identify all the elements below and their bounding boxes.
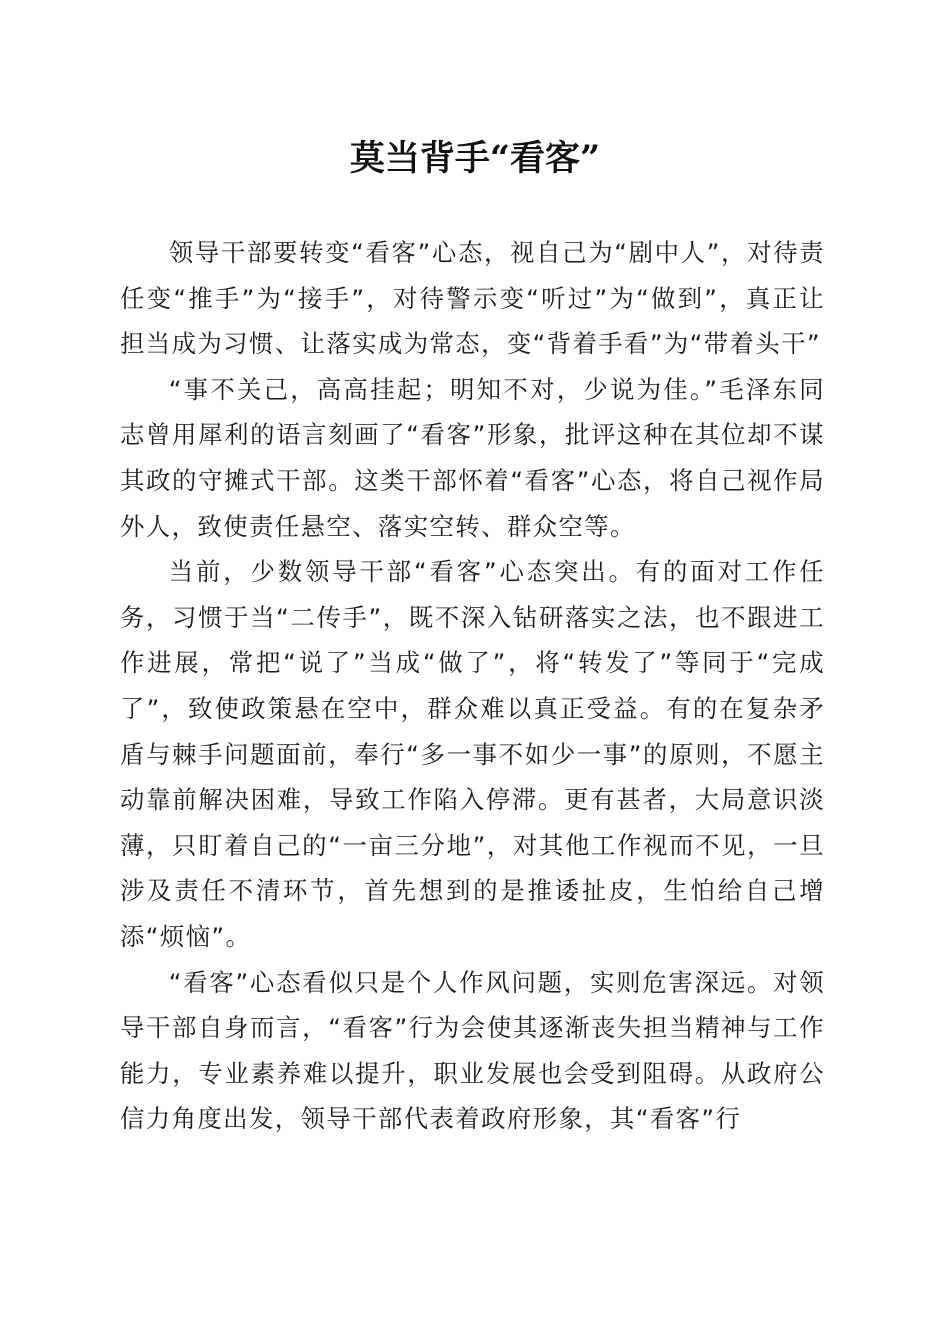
paragraph-3: 当前，少数领导干部“看客”心态突出。有的面对工作任务，习惯于当“二传手”，既不深入钻研落实之法，也不跟进工作进展，常把“说了”当成“做了”，将“转发了”等同于“完成了”，致使政策悬在空中，群众难以真正受益。有的在复杂矛盾与棘手问题面前，奉行“多一事不如少一事”的原则，不愿主动靠前解决困难，导致工作陷入停滞。更有甚者，大局意识淡薄，只盯着自己的“一亩三分地”，对其他工作视而不见，一旦涉及责任不清环节，首先想到的是推诿扯皮，生怕给自己增添“烦恼”。	[120, 557, 825, 951]
paragraph-4: “看客”心态看似只是个人作风问题，实则危害深远。对领导干部自身而言，“看客”行为会使其逐渐丧失担当精神与工作能力，专业素养难以提升，职业发展也会受到阻碍。从政府公信力角度出发，领导干部代表着政府形象，其“看客”行	[120, 967, 825, 1134]
paragraph-2: “事不关己，高高挂起；明知不对，少说为佳。”毛泽东同志曾用犀利的语言刻画了“看客”形象，批评这种在其位却不谋其政的守摊式干部。这类干部怀着“看客”心态，将自己视作局外人，致使责任悬空、落实空转、群众空等。	[120, 374, 825, 541]
paragraph-1: 领导干部要转变“看客”心态，视自己为“剧中人”，对待责任变“推手”为“接手”，对待警示变“听过”为“做到”，真正让担当成为习惯、让落实成为常态，变“背着手看”为“带着头干”	[120, 238, 825, 359]
article-body	[120, 230, 825, 1142]
page-title: 莫当背手“看客”	[349, 138, 601, 179]
